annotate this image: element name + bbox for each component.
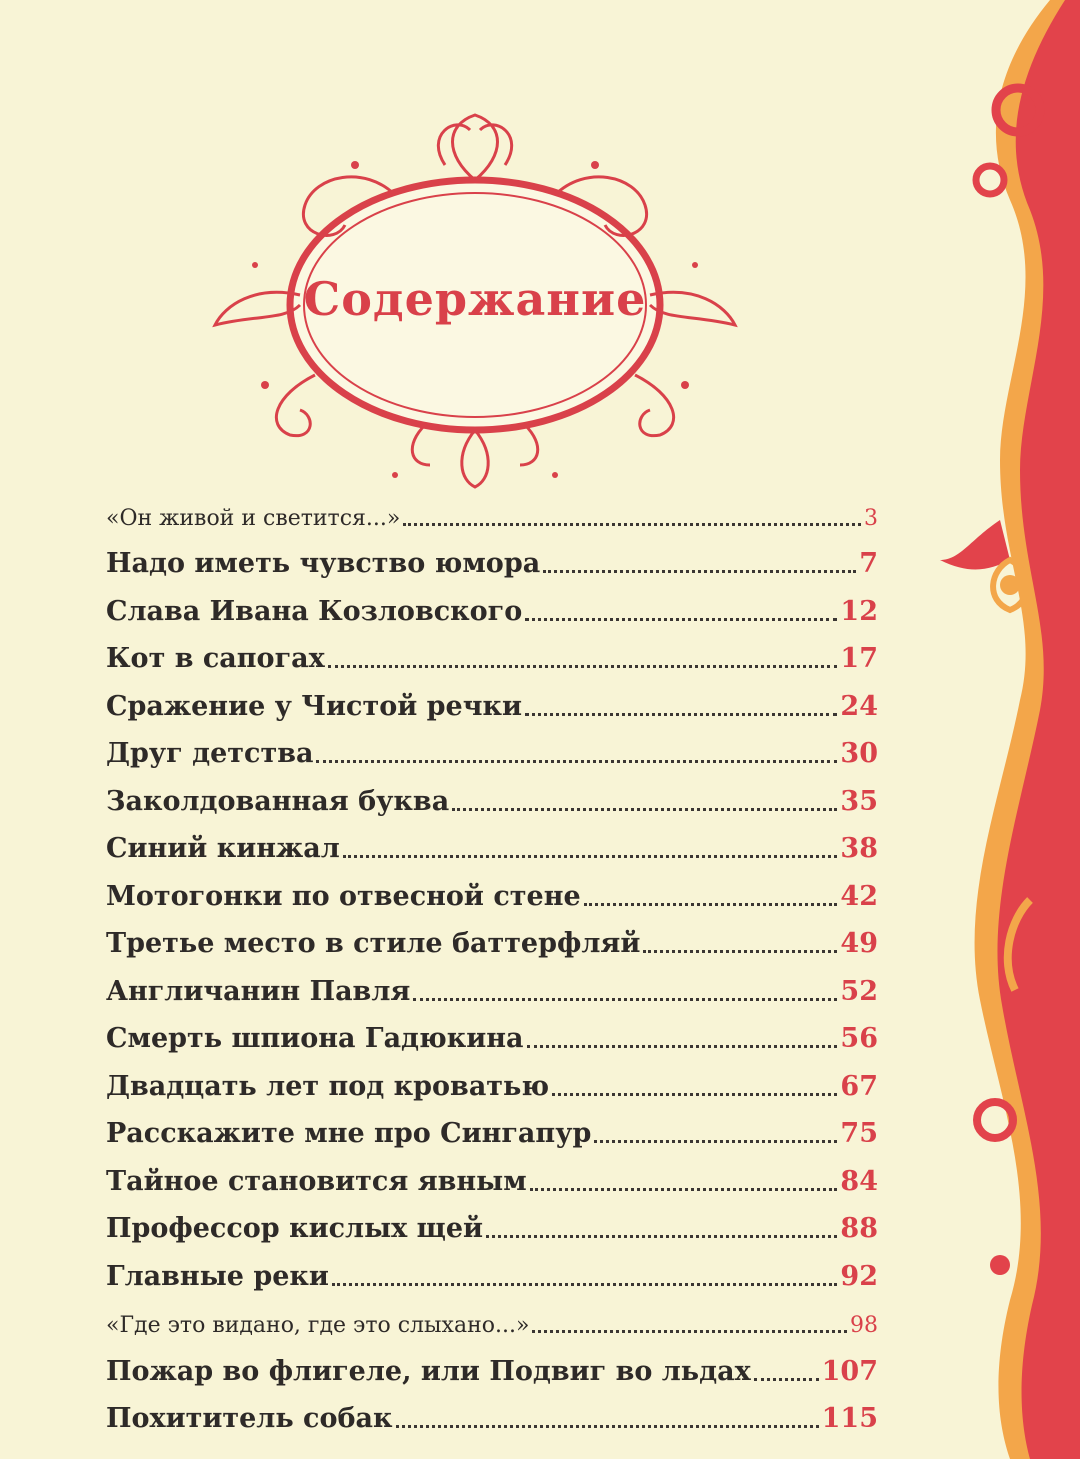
toc-entry[interactable]: [106, 914, 878, 962]
dot-leader: [594, 1140, 837, 1143]
toc-entry-page-number: 38: [840, 833, 878, 864]
toc-entry[interactable]: [106, 486, 878, 534]
toc-entry-page-number: 42: [840, 880, 878, 912]
toc-entry-title: Тайное становится явным: [106, 1165, 527, 1197]
toc-entry-page-number: 84: [840, 1165, 878, 1197]
toc-entry-title: Профессор кислых щей: [106, 1213, 484, 1244]
toc-entry[interactable]: [106, 676, 878, 724]
toc-entry-title: Надо иметь чувство юмора: [106, 548, 541, 579]
toc-entry-page-number: 35: [840, 785, 878, 817]
dot-leader: [403, 523, 861, 526]
toc-entry[interactable]: [106, 771, 878, 819]
dot-leader: [486, 1235, 837, 1238]
toc-entry-title: Двадцать лет под кроватью: [106, 1070, 550, 1102]
toc-entry-title: Кот в сапогах: [106, 643, 325, 674]
toc-entry-title: Мотогонки по отвесной стене: [106, 880, 581, 912]
toc-entry-title: Заколдованная буква: [106, 785, 450, 817]
toc-entry[interactable]: [106, 629, 878, 677]
toc-entry-title: Пожар во флигеле, или Подвиг во льдах: [106, 1355, 751, 1387]
toc-entry[interactable]: [106, 1104, 878, 1152]
decorative-border: [940, 0, 1080, 1459]
toc-entry[interactable]: [106, 1056, 878, 1104]
dot-leader: [316, 760, 837, 763]
toc-entry-page-number: 30: [840, 738, 878, 769]
toc-entry-title: Друг детства: [106, 738, 314, 769]
toc-entry-title: Синий кинжал: [106, 833, 340, 864]
dot-leader: [452, 808, 837, 811]
toc-entry-title: Третье место в стиле баттерфляй: [106, 928, 641, 959]
toc-entry[interactable]: [106, 581, 878, 629]
toc-entry-page-number: 49: [840, 928, 878, 959]
toc-entry[interactable]: [106, 1246, 878, 1294]
dot-leader: [530, 1188, 838, 1191]
toc-entry-title: Сражение у Чистой речки: [106, 690, 522, 722]
toc-entry-title: Англичанин Павля: [106, 975, 411, 1007]
dot-leader: [332, 1283, 838, 1286]
toc-entry-page-number: 88: [840, 1213, 878, 1244]
toc-entry-page-number: 75: [840, 1118, 878, 1149]
dot-leader: [584, 903, 838, 906]
toc-entry-page-number: 56: [840, 1023, 878, 1054]
dot-leader: [525, 618, 837, 621]
page-title: Содержание: [303, 272, 647, 326]
toc-entry-page-number: 52: [840, 975, 878, 1007]
toc-entry[interactable]: [106, 1151, 878, 1199]
table-of-contents: [106, 486, 878, 1436]
toc-entry[interactable]: [106, 1199, 878, 1247]
toc-entry-page-number: 7: [859, 548, 878, 579]
toc-entry-page-number: 67: [840, 1070, 878, 1102]
dot-leader: [754, 1378, 819, 1381]
dot-leader: [413, 998, 837, 1001]
toc-entry[interactable]: [106, 819, 878, 867]
toc-entry-page-number: 98: [850, 1313, 878, 1338]
toc-entry[interactable]: [106, 1389, 878, 1437]
toc-entry[interactable]: [106, 961, 878, 1009]
toc-entry-page-number: 12: [840, 595, 878, 627]
toc-entry[interactable]: [106, 1009, 878, 1057]
toc-entry-page-number: 24: [840, 690, 878, 722]
toc-entry-page-number: 3: [864, 505, 878, 531]
toc-entry[interactable]: [106, 1294, 878, 1342]
dot-leader: [343, 855, 838, 858]
dot-leader: [532, 1330, 847, 1333]
dot-leader: [643, 950, 837, 953]
toc-entry-title: Похититель собак: [106, 1403, 393, 1434]
dot-leader: [396, 1425, 819, 1428]
toc-entry-title: Смерть шпиона Гадюкина: [106, 1023, 524, 1054]
toc-entry-title: Главные реки: [106, 1260, 329, 1292]
dot-leader: [552, 1093, 837, 1096]
dot-leader: [543, 570, 856, 573]
dot-leader: [527, 1045, 838, 1048]
toc-entry[interactable]: [106, 866, 878, 914]
toc-entry-page-number: 115: [821, 1403, 878, 1434]
toc-entry-page-number: 107: [821, 1355, 878, 1387]
toc-entry-title: «Где это видано, где это слыхано...»: [106, 1313, 530, 1338]
toc-entry[interactable]: [106, 1341, 878, 1389]
toc-entry-page-number: 17: [840, 643, 878, 674]
toc-entry-page-number: 92: [840, 1260, 878, 1292]
toc-entry-title: Расскажите мне про Сингапур: [106, 1118, 592, 1149]
toc-entry-title: «Он живой и светится...»: [106, 505, 401, 531]
dot-leader: [525, 713, 837, 716]
dot-leader: [328, 665, 838, 668]
toc-entry[interactable]: [106, 534, 878, 582]
toc-entry-title: Слава Ивана Козловского: [106, 595, 523, 627]
toc-entry[interactable]: [106, 724, 878, 772]
